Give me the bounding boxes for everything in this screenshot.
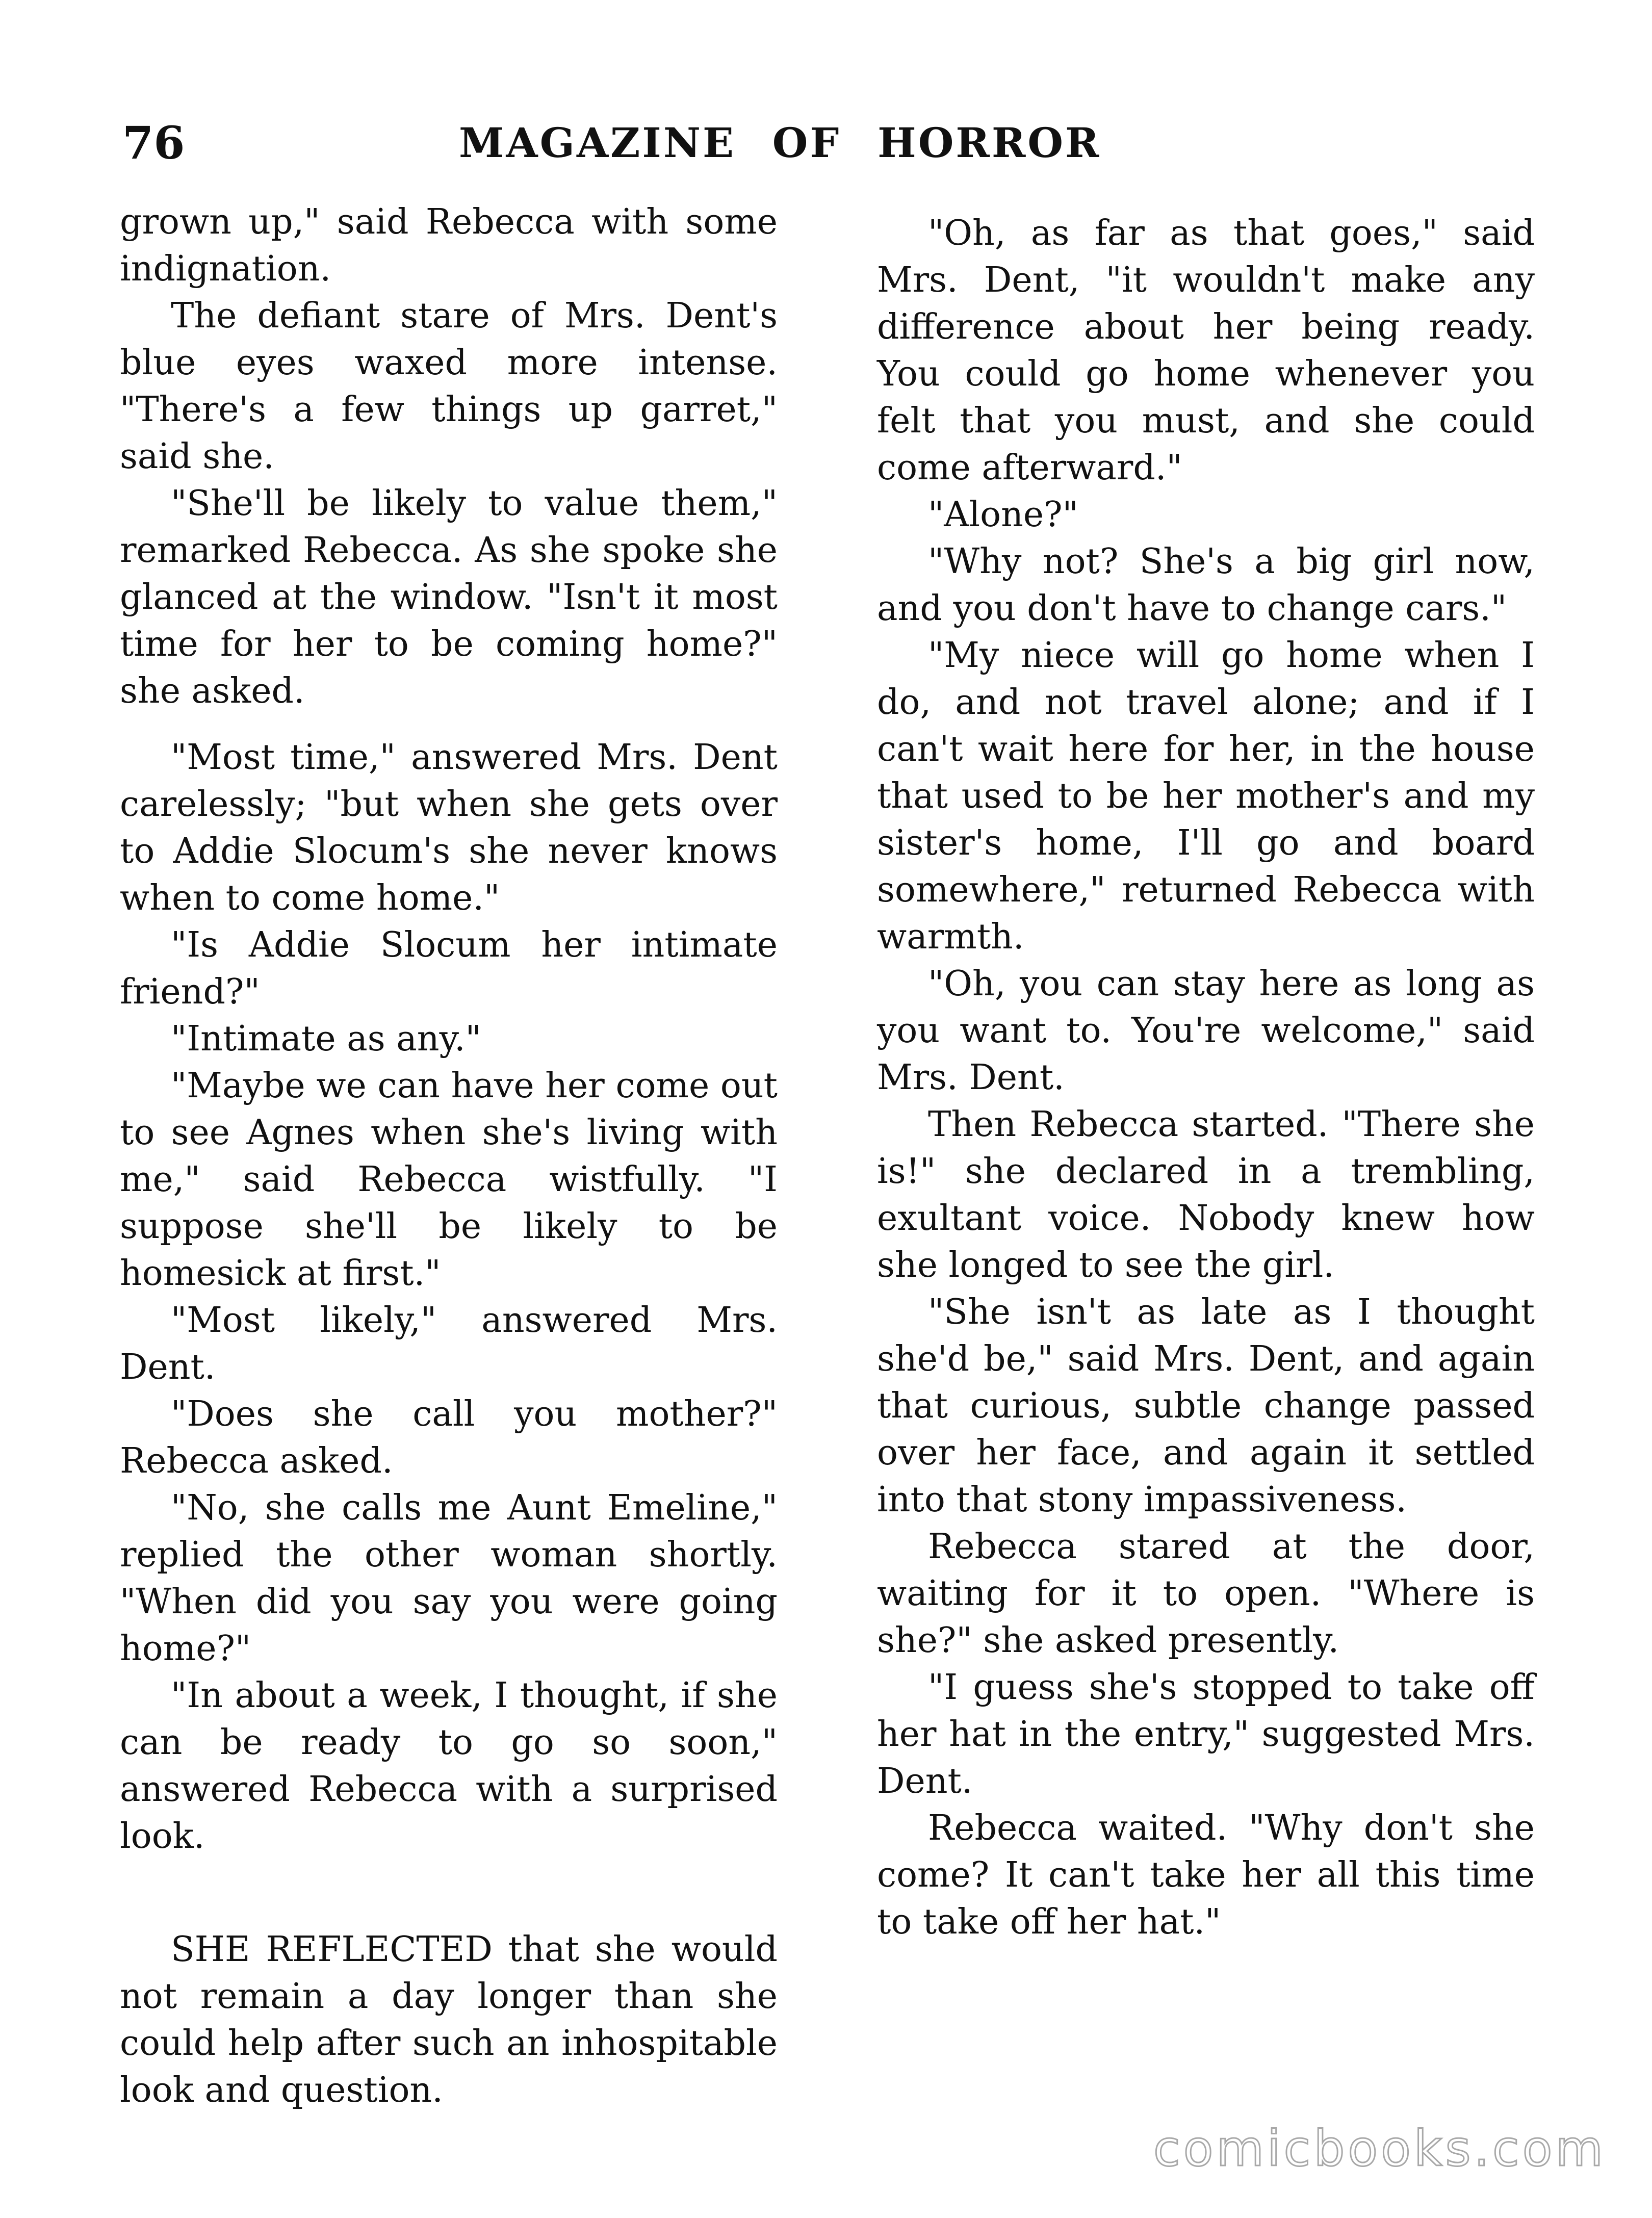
paragraph: "She'll be likely to value them," remarked Rebecca. As she spoke she glanced at the window. "Isn't it most time for her to be coming home?" she asked. bbox=[120, 483, 778, 711]
paragraph: "She isn't as late as I thought she'd be," said Mrs. Dent, and again that curious, subtle change passed over her face, and again it settled into that stony impassiveness. bbox=[877, 1292, 1535, 1520]
paragraph: "Most time," answered Mrs. Dent carelessly; "but when she gets over to Addie Slocum's she never knows when to come home." bbox=[120, 737, 778, 918]
paragraph: Rebecca stared at the door, waiting for it to open. "Where is she?" she asked presently. bbox=[877, 1527, 1535, 1661]
paragraph: grown up," said Rebecca with some indignation. bbox=[120, 202, 778, 289]
paragraph: "Most likely," answered Mrs. Dent. bbox=[120, 1300, 778, 1387]
page-header bbox=[122, 115, 1550, 171]
paragraph: Then Rebecca started. "There she is!" she declared in a trembling, exultant voice. Nobody knew how she longed to see the girl. bbox=[877, 1104, 1535, 1285]
paragraph: "Oh, you can stay here as long as you want to. You're welcome," said Mrs. Dent. bbox=[877, 964, 1535, 1098]
paragraph: "No, she calls me Aunt Emeline," replied the other woman shortly. "When did you say you were going home?" bbox=[120, 1488, 778, 1669]
paragraph: "In about a week, I thought, if she can be ready to go so soon," answered Rebecca with a surprised look. bbox=[120, 1675, 778, 1856]
paragraph: "Does she call you mother?" Rebecca asked. bbox=[120, 1394, 778, 1481]
right-column bbox=[877, 210, 1535, 1946]
paragraph: "I guess she's stopped to take off her hat in the entry," suggested Mrs. Dent. bbox=[877, 1667, 1535, 1801]
paragraph: "My niece will go home when I do, and not travel alone; and if I can't wait here for her, in the house that used to be her mother's and my sister's home, I'll go and board somewhere," returned Rebecca with warmth. bbox=[877, 635, 1535, 957]
paragraph: The defiant stare of Mrs. Dent's blue eyes waxed more intense. "There's a few things up garret," said she. bbox=[120, 296, 778, 477]
paragraph: "Oh, as far as that goes," said Mrs. Dent, "it wouldn't make any difference about her being ready. You could go home whenever you felt that you must, and she could come afterward." bbox=[877, 213, 1535, 488]
magazine-title: MAGAZINE OF HORROR bbox=[459, 119, 1101, 167]
paragraph: "Alone?" bbox=[928, 495, 1078, 535]
paragraph: "Intimate as any." bbox=[171, 1019, 481, 1059]
paragraph: "Is Addie Slocum her intimate friend?" bbox=[120, 925, 778, 1012]
paragraph: "Why not? She's a big girl now, and you don't have to change cars." bbox=[877, 541, 1535, 629]
page-number: 76 bbox=[122, 116, 185, 169]
section-break-paragraph: SHE REFLECTED that she would not remain a day longer than she could help after such an inhospitable look and question. bbox=[120, 1929, 778, 2110]
paragraph: Rebecca waited. "Why don't she come? It can't take her all this time to take off her hat." bbox=[877, 1808, 1535, 1942]
watermark: comicbooks.com bbox=[1153, 2120, 1606, 2177]
paragraph: "Maybe we can have her come out to see Agnes when she's living with me," said Rebecca wistfully. "I suppose she'll be likely to be homesick at first." bbox=[120, 1066, 778, 1294]
left-column bbox=[120, 199, 778, 2114]
